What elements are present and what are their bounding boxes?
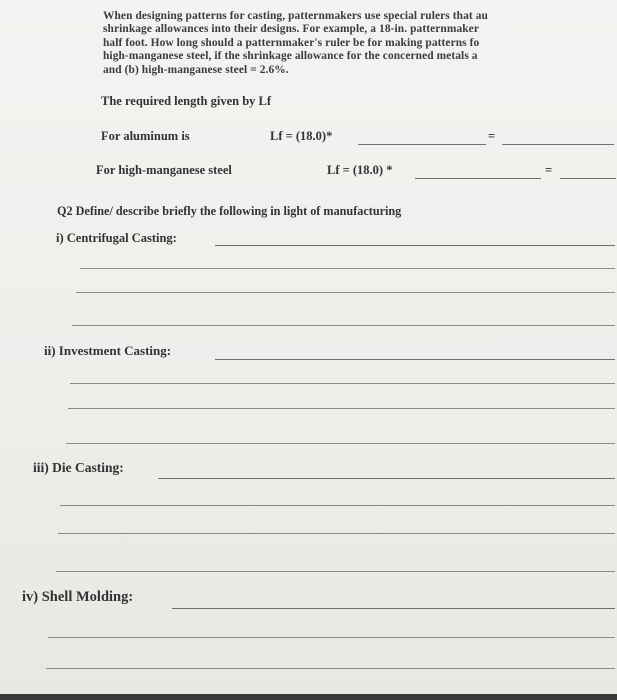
q2-item-label: i) Centrifugal Casting: xyxy=(56,231,177,245)
steel-answer-blank[interactable] xyxy=(415,178,541,179)
answer-line[interactable] xyxy=(66,443,615,444)
aluminum-answer-blank[interactable] xyxy=(358,144,486,145)
answer-line[interactable] xyxy=(46,668,615,669)
aluminum-formula: Lf = (18.0)* xyxy=(270,129,333,143)
problem-line: high-manganese steel, if the shrinkage allowance for the concerned metals a xyxy=(103,50,478,63)
problem-line: half foot. How long should a patternmaker's ruler be for making patterns fo xyxy=(103,36,480,49)
steel-formula: Lf = (18.0) * xyxy=(327,163,393,177)
answer-line[interactable] xyxy=(172,608,615,609)
answer-line[interactable] xyxy=(158,478,615,479)
problem-paragraph xyxy=(103,10,617,77)
aluminum-label: For aluminum is xyxy=(101,129,190,143)
page-bottom-edge xyxy=(0,694,617,700)
q2-item-label: iv) Shell Molding: xyxy=(22,589,134,605)
answer-line[interactable] xyxy=(60,505,615,506)
problem-line: and (b) high-manganese steel = 2.6%. xyxy=(103,63,289,76)
required-length-text: The required length given by Lf xyxy=(101,94,272,108)
answer-line[interactable] xyxy=(56,571,615,572)
problem-line: When designing patterns for casting, patternmakers use special rulers that au xyxy=(103,10,488,22)
problem-line: shrinkage allowances into their designs. For example, a 18-in. patternmaker xyxy=(103,23,479,36)
aluminum-result-blank[interactable] xyxy=(502,144,614,145)
answer-line[interactable] xyxy=(72,325,615,326)
answer-line[interactable] xyxy=(58,533,615,534)
answer-line[interactable] xyxy=(215,245,615,246)
equals-sign: = xyxy=(545,163,553,177)
answer-line[interactable] xyxy=(76,292,615,293)
q2-heading: Q2 Define/ describe briefly the following in light of manufacturing xyxy=(57,204,402,218)
q2-item-label: ii) Investment Casting: xyxy=(44,343,172,358)
answer-line[interactable] xyxy=(48,637,615,638)
steel-label: For high-manganese steel xyxy=(96,163,232,177)
steel-result-blank[interactable] xyxy=(560,178,616,179)
answer-line[interactable] xyxy=(215,359,615,360)
answer-line[interactable] xyxy=(70,383,615,384)
answer-line[interactable] xyxy=(68,408,615,409)
q2-item-label: iii) Die Casting: xyxy=(33,460,124,475)
answer-line[interactable] xyxy=(80,268,615,269)
equals-sign: = xyxy=(488,129,496,143)
